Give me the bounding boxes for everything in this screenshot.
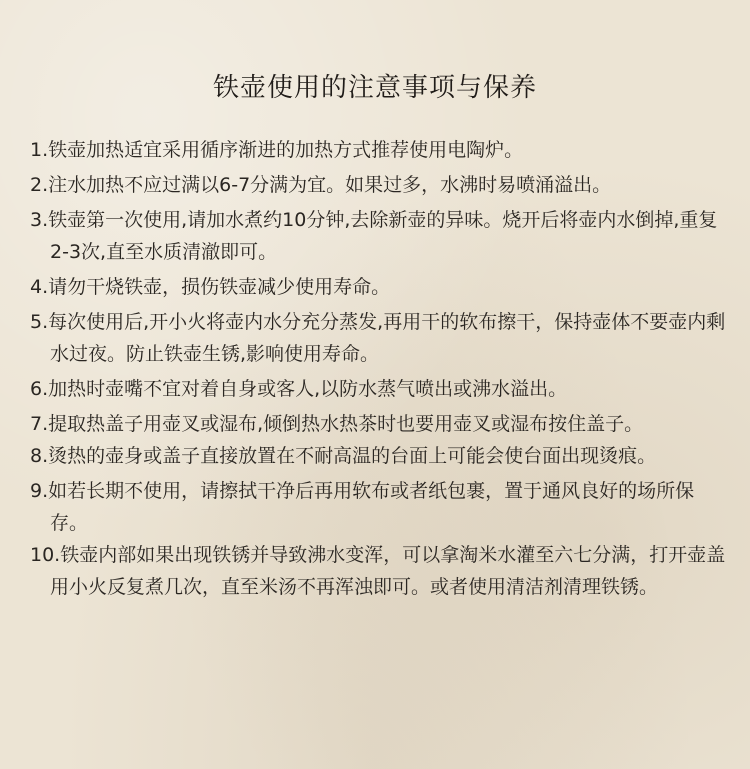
list-item-text: 1.铁壶加热适宜采用循序渐进的加热方式推荐使用电陶炉。 [30,139,524,161]
list-item-text: 5.每次使用后,开小火将壶内水分充分蒸发,再用干的软布擦干，保持壶体不要壶内剩水过夜。防止铁壶生锈,影响使用寿命。 [30,311,726,365]
list-item-1 [30,134,730,166]
list-item-6 [30,373,730,405]
list-item-4 [30,271,730,303]
list-item-9 [30,475,730,539]
list-item-10 [30,539,730,603]
list-item-text: 7.提取热盖子用壶叉或湿布,倾倒热水热茶时也要用壶叉或湿布按住盖子。 [30,413,644,435]
page-title: 铁壶使用的注意事项与保养 [212,73,537,103]
list-item-8 [30,440,730,472]
care-instructions-list [30,134,730,603]
list-item-text: 8.烫热的壶身或盖子直接放置在不耐高温的台面上可能会使台面出现烫痕。 [30,445,657,467]
list-item-text: 2.注水加热不应过满以6-7分满为宜。如果过多，水沸时易喷涌溢出。 [30,174,612,196]
list-item-7 [30,408,730,440]
list-item-5 [30,306,730,370]
list-item-text: 9.如若长期不使用，请擦拭干净后再用软布或者纸包裹，置于通风良好的场所保存。 [30,480,695,534]
list-item-3 [30,204,730,268]
list-item-text: 10.铁壶内部如果出现铁锈并导致沸水变浑，可以拿淘米水灌至六七分满，打开壶盖用小火反复煮几次，直至米汤不再浑浊即可。或者使用清洁剂清理铁锈。 [30,544,726,598]
list-item-text: 4.请勿干烧铁壶，损伤铁壶减少使用寿命。 [30,276,391,298]
list-item-text: 3.铁壶第一次使用,请加水煮约10分钟,去除新壶的异味。烧开后将壶内水倒掉,重复2-3次,直至水质清澈即可。 [30,209,718,263]
list-item-2 [30,169,730,201]
list-item-text: 6.加热时壶嘴不宜对着自身或客人,以防水蒸气喷出或沸水溢出。 [30,378,568,400]
